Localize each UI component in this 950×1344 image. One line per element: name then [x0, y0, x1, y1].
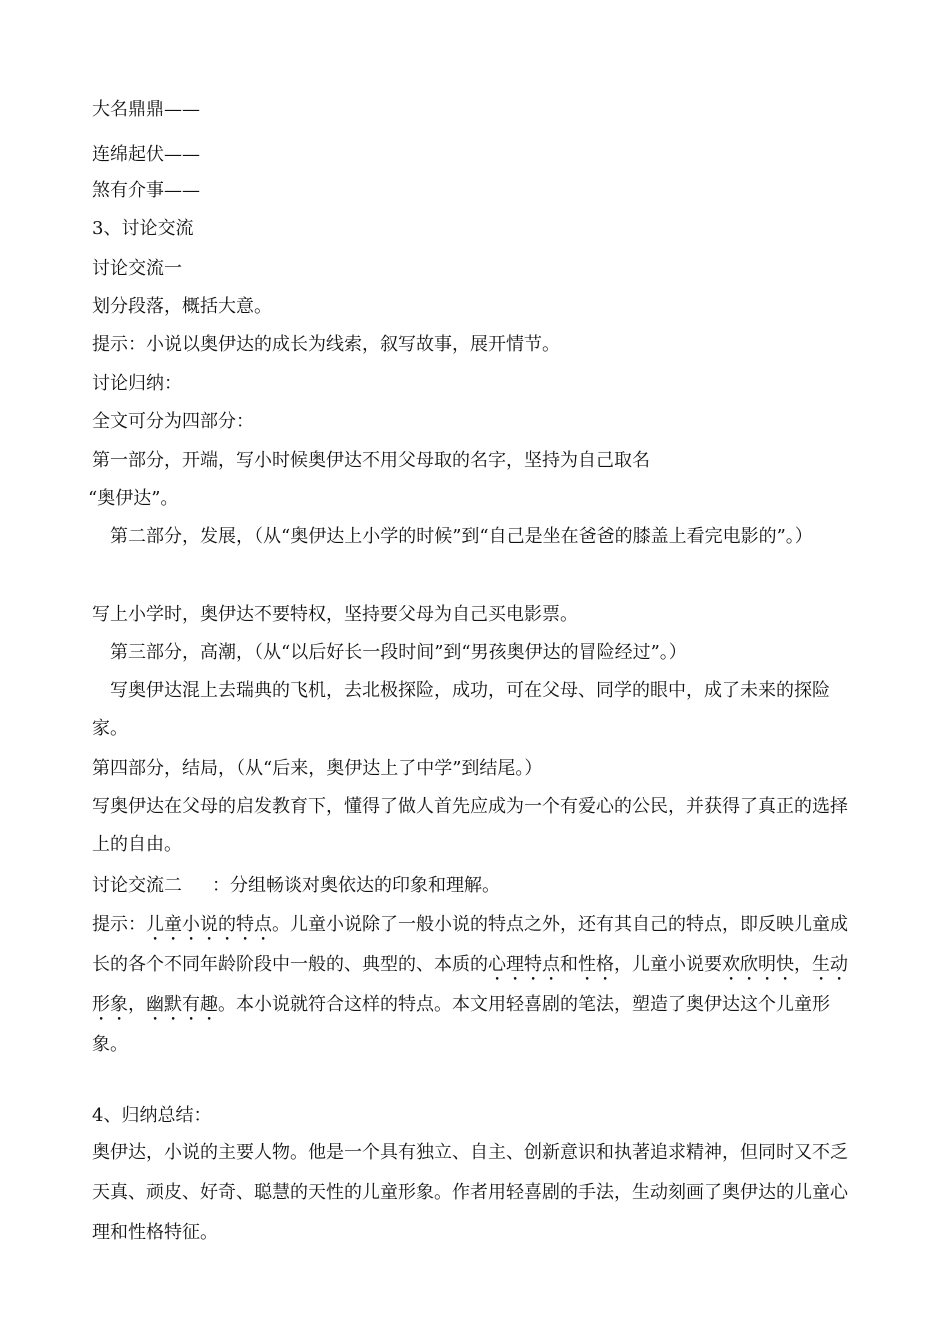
part4-detail: 写奥伊达在父母的启发教育下，懂得了做人首先应成为一个有爱心的公民，并获得了真正的选择上的自由。 — [92, 796, 848, 855]
discussion-two-label: 讨论交流二 — [92, 875, 182, 896]
idiom-line: 大名鼎鼎—— — [92, 99, 200, 120]
conclusion-text: 奥伊达，小说的主要人物。他是一个具有独立、自主、创新意识和执著追求精神，但同时又不乏天真、顽皮、好奇、聪慧的天性的儿童形象。作者用轻喜剧的手法，生动刻画了奥伊达的儿童心理和性格特征。 — [92, 1142, 848, 1243]
emphasis-text: 欢欣明快 — [722, 954, 794, 975]
part2-detail: 写上小学时，奥伊达不要特权，坚持要父母为自己买电影票。 — [92, 604, 578, 625]
part3-text: 第三部分，高潮，（从“以后好长一段时间”到“男孩奥伊达的冒险经过”。） — [110, 642, 687, 663]
part1-text-cont: “奥伊达”。 — [88, 488, 179, 509]
part1-text: 第一部分，开端，写小时候奥伊达不用父母取的名字，坚持为自己取名 — [92, 450, 650, 471]
hint-text: 提示：小说以奥伊达的成长为线索，叙写故事，展开情节。 — [92, 334, 560, 355]
hint2-paragraph — [92, 905, 862, 1064]
subheading: 讨论交流一 — [92, 258, 182, 279]
idiom-line: 煞有介事—— — [92, 180, 200, 201]
hint2-part: ，儿童小说要 — [614, 954, 722, 975]
part4-text: 第四部分，结局，（从“后来，奥伊达上了中学”到结尾。） — [92, 758, 543, 779]
hint2-part: 和 — [560, 954, 578, 975]
emphasis-text: 生动形象 — [92, 954, 848, 1015]
four-parts-intro: 全文可分为四部分： — [92, 411, 254, 432]
idiom-line: 连绵起伏—— — [92, 144, 200, 165]
section-heading: 4、归纳总结： — [92, 1105, 212, 1126]
emphasis-text: 性格 — [578, 954, 614, 975]
section-heading: 3、讨论交流 — [92, 218, 194, 239]
hint2-part: 提示： — [92, 914, 146, 935]
discussion-two-text: ：分组畅谈对奥依达的印象和理解。 — [212, 875, 500, 896]
hint2-part: 。本小说就符合这样的特点。本文用轻喜剧的笔法，塑造了奥伊达这个儿童形象。 — [92, 994, 830, 1055]
hint2-part: 。儿童小说除了一般小说的特点之外，还有其自己的特点，即反映儿童成长的各个不同年龄阶段中一般的、典型的、本质的 — [92, 914, 848, 975]
emphasis-text: 心理特点 — [488, 954, 560, 975]
hint2-part: ， — [128, 994, 146, 1015]
emphasis-text: ， — [794, 954, 812, 975]
part3-detail: 写奥伊达混上去瑞典的飞机，去北极探险，成功，可在父母、同学的眼中，成了未来的探险家。 — [92, 680, 830, 739]
summary-label: 讨论归纳： — [92, 373, 182, 394]
part2-text: 第二部分，发展，（从“奥伊达上小学的时候”到“自己是坐在爸爸的膝盖上看完电影的”。） — [110, 526, 813, 547]
emphasis-text: 儿童小说的特点 — [146, 914, 272, 935]
discussion-two — [92, 874, 500, 898]
emphasis-text: 幽默有趣 — [146, 994, 218, 1015]
task-text: 划分段落，概括大意。 — [92, 296, 272, 317]
